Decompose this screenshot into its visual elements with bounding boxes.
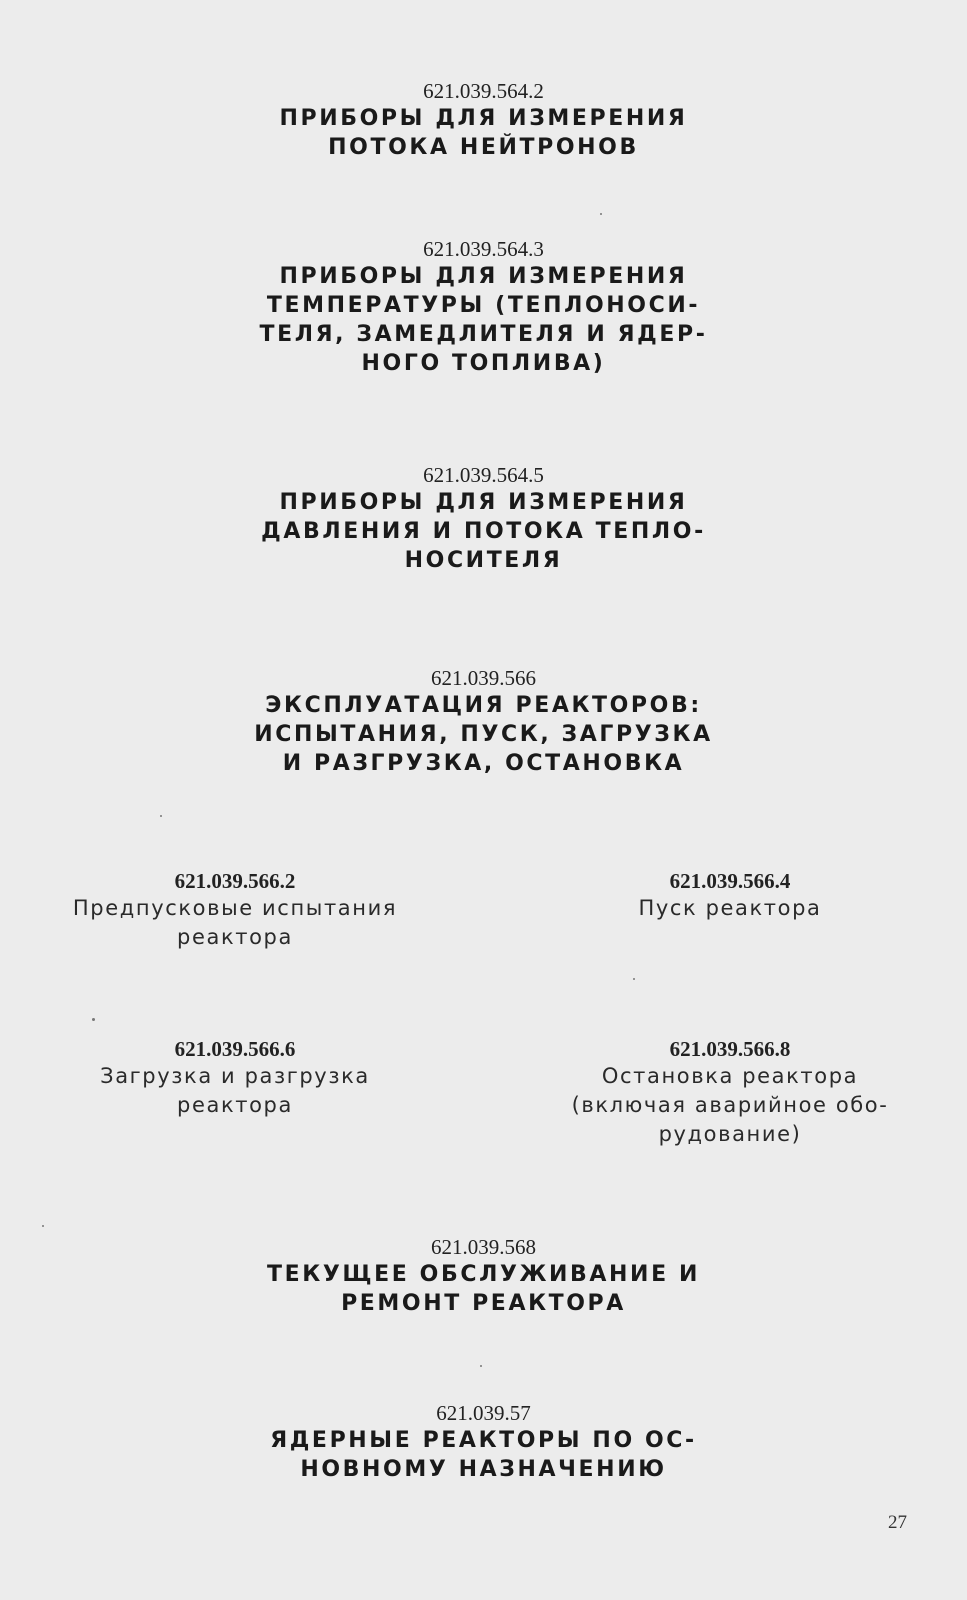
section-568 xyxy=(200,1234,767,1318)
subsection-code: 621.039.566.8 xyxy=(669,1037,791,1061)
section-57 xyxy=(200,1400,767,1484)
scan-speck xyxy=(160,815,162,817)
section-code: 621.039.564.2 xyxy=(423,79,544,103)
subsection-566-2 xyxy=(40,868,430,952)
section-heading-line: РЕМОНТ РЕАКТОРА xyxy=(341,1291,626,1316)
subsection-text-line: реактора xyxy=(177,925,293,949)
section-code: 621.039.57 xyxy=(436,1401,531,1425)
section-566 xyxy=(200,665,767,778)
subsection-text-line: Предпусковые испытания xyxy=(72,896,398,920)
section-code: 621.039.566 xyxy=(431,666,536,690)
scan-speck xyxy=(92,1018,95,1021)
section-heading-line: ТЕЛЯ, ЗАМЕДЛИТЕЛЯ И ЯДЕР- xyxy=(259,322,708,347)
subsection-code: 621.039.566.6 xyxy=(174,1037,296,1061)
section-564-3 xyxy=(200,236,767,378)
section-564-5 xyxy=(200,462,767,575)
subsection-code: 621.039.566.2 xyxy=(174,869,296,893)
subsection-text-line: (включая аварийное обо- xyxy=(571,1093,889,1117)
subsection-566-4 xyxy=(560,868,900,923)
section-code: 621.039.564.5 xyxy=(423,463,544,487)
section-heading-line: ПРИБОРЫ ДЛЯ ИЗМЕРЕНИЯ xyxy=(279,490,688,515)
section-heading-line: ИСПЫТАНИЯ, ПУСК, ЗАГРУЗКА xyxy=(254,722,713,747)
section-heading-line: НОГО ТОПЛИВА) xyxy=(361,351,606,376)
section-heading-line: ТЕМПЕРАТУРЫ (ТЕПЛОНОСИ- xyxy=(266,293,701,318)
section-heading-line: ПРИБОРЫ ДЛЯ ИЗМЕРЕНИЯ xyxy=(279,264,688,289)
subsection-code: 621.039.566.4 xyxy=(669,869,791,893)
subsection-text-line: рудование) xyxy=(658,1122,802,1146)
scan-speck xyxy=(633,978,635,980)
section-heading-line: ПРИБОРЫ ДЛЯ ИЗМЕРЕНИЯ xyxy=(279,106,688,131)
section-heading-line: ТЕКУЩЕЕ ОБСЛУЖИВАНИЕ И xyxy=(267,1262,700,1287)
subsection-text-line: Остановка реактора xyxy=(601,1064,859,1088)
section-heading-line: И РАЗГРУЗКА, ОСТАНОВКА xyxy=(282,751,685,776)
subsection-text-line: реактора xyxy=(177,1093,293,1117)
section-heading-line: ПОТОКА НЕЙТРОНОВ xyxy=(328,135,639,160)
subsection-text-line: Пуск реактора xyxy=(638,896,822,920)
subsection-566-6 xyxy=(40,1036,430,1120)
section-code: 621.039.568 xyxy=(431,1235,536,1259)
subsection-text-line: Загрузка и разгрузка xyxy=(100,1064,370,1088)
scan-speck xyxy=(480,1365,482,1367)
section-564-2 xyxy=(200,78,767,162)
section-heading-line: НОСИТЕЛЯ xyxy=(404,548,563,573)
scan-speck xyxy=(42,1225,44,1227)
page-number: 27 xyxy=(888,1512,907,1533)
scan-speck xyxy=(600,213,602,215)
section-heading-line: НОВНОМУ НАЗНАЧЕНИЮ xyxy=(300,1457,667,1482)
subsection-566-8 xyxy=(540,1036,920,1149)
section-heading-line: ЭКСПЛУАТАЦИЯ РЕАКТОРОВ: xyxy=(265,693,702,718)
section-heading-line: ЯДЕРНЫЕ РЕАКТОРЫ ПО ОС- xyxy=(270,1428,697,1453)
section-heading-line: ДАВЛЕНИЯ И ПОТОКА ТЕПЛО- xyxy=(261,519,706,544)
section-code: 621.039.564.3 xyxy=(423,237,544,261)
